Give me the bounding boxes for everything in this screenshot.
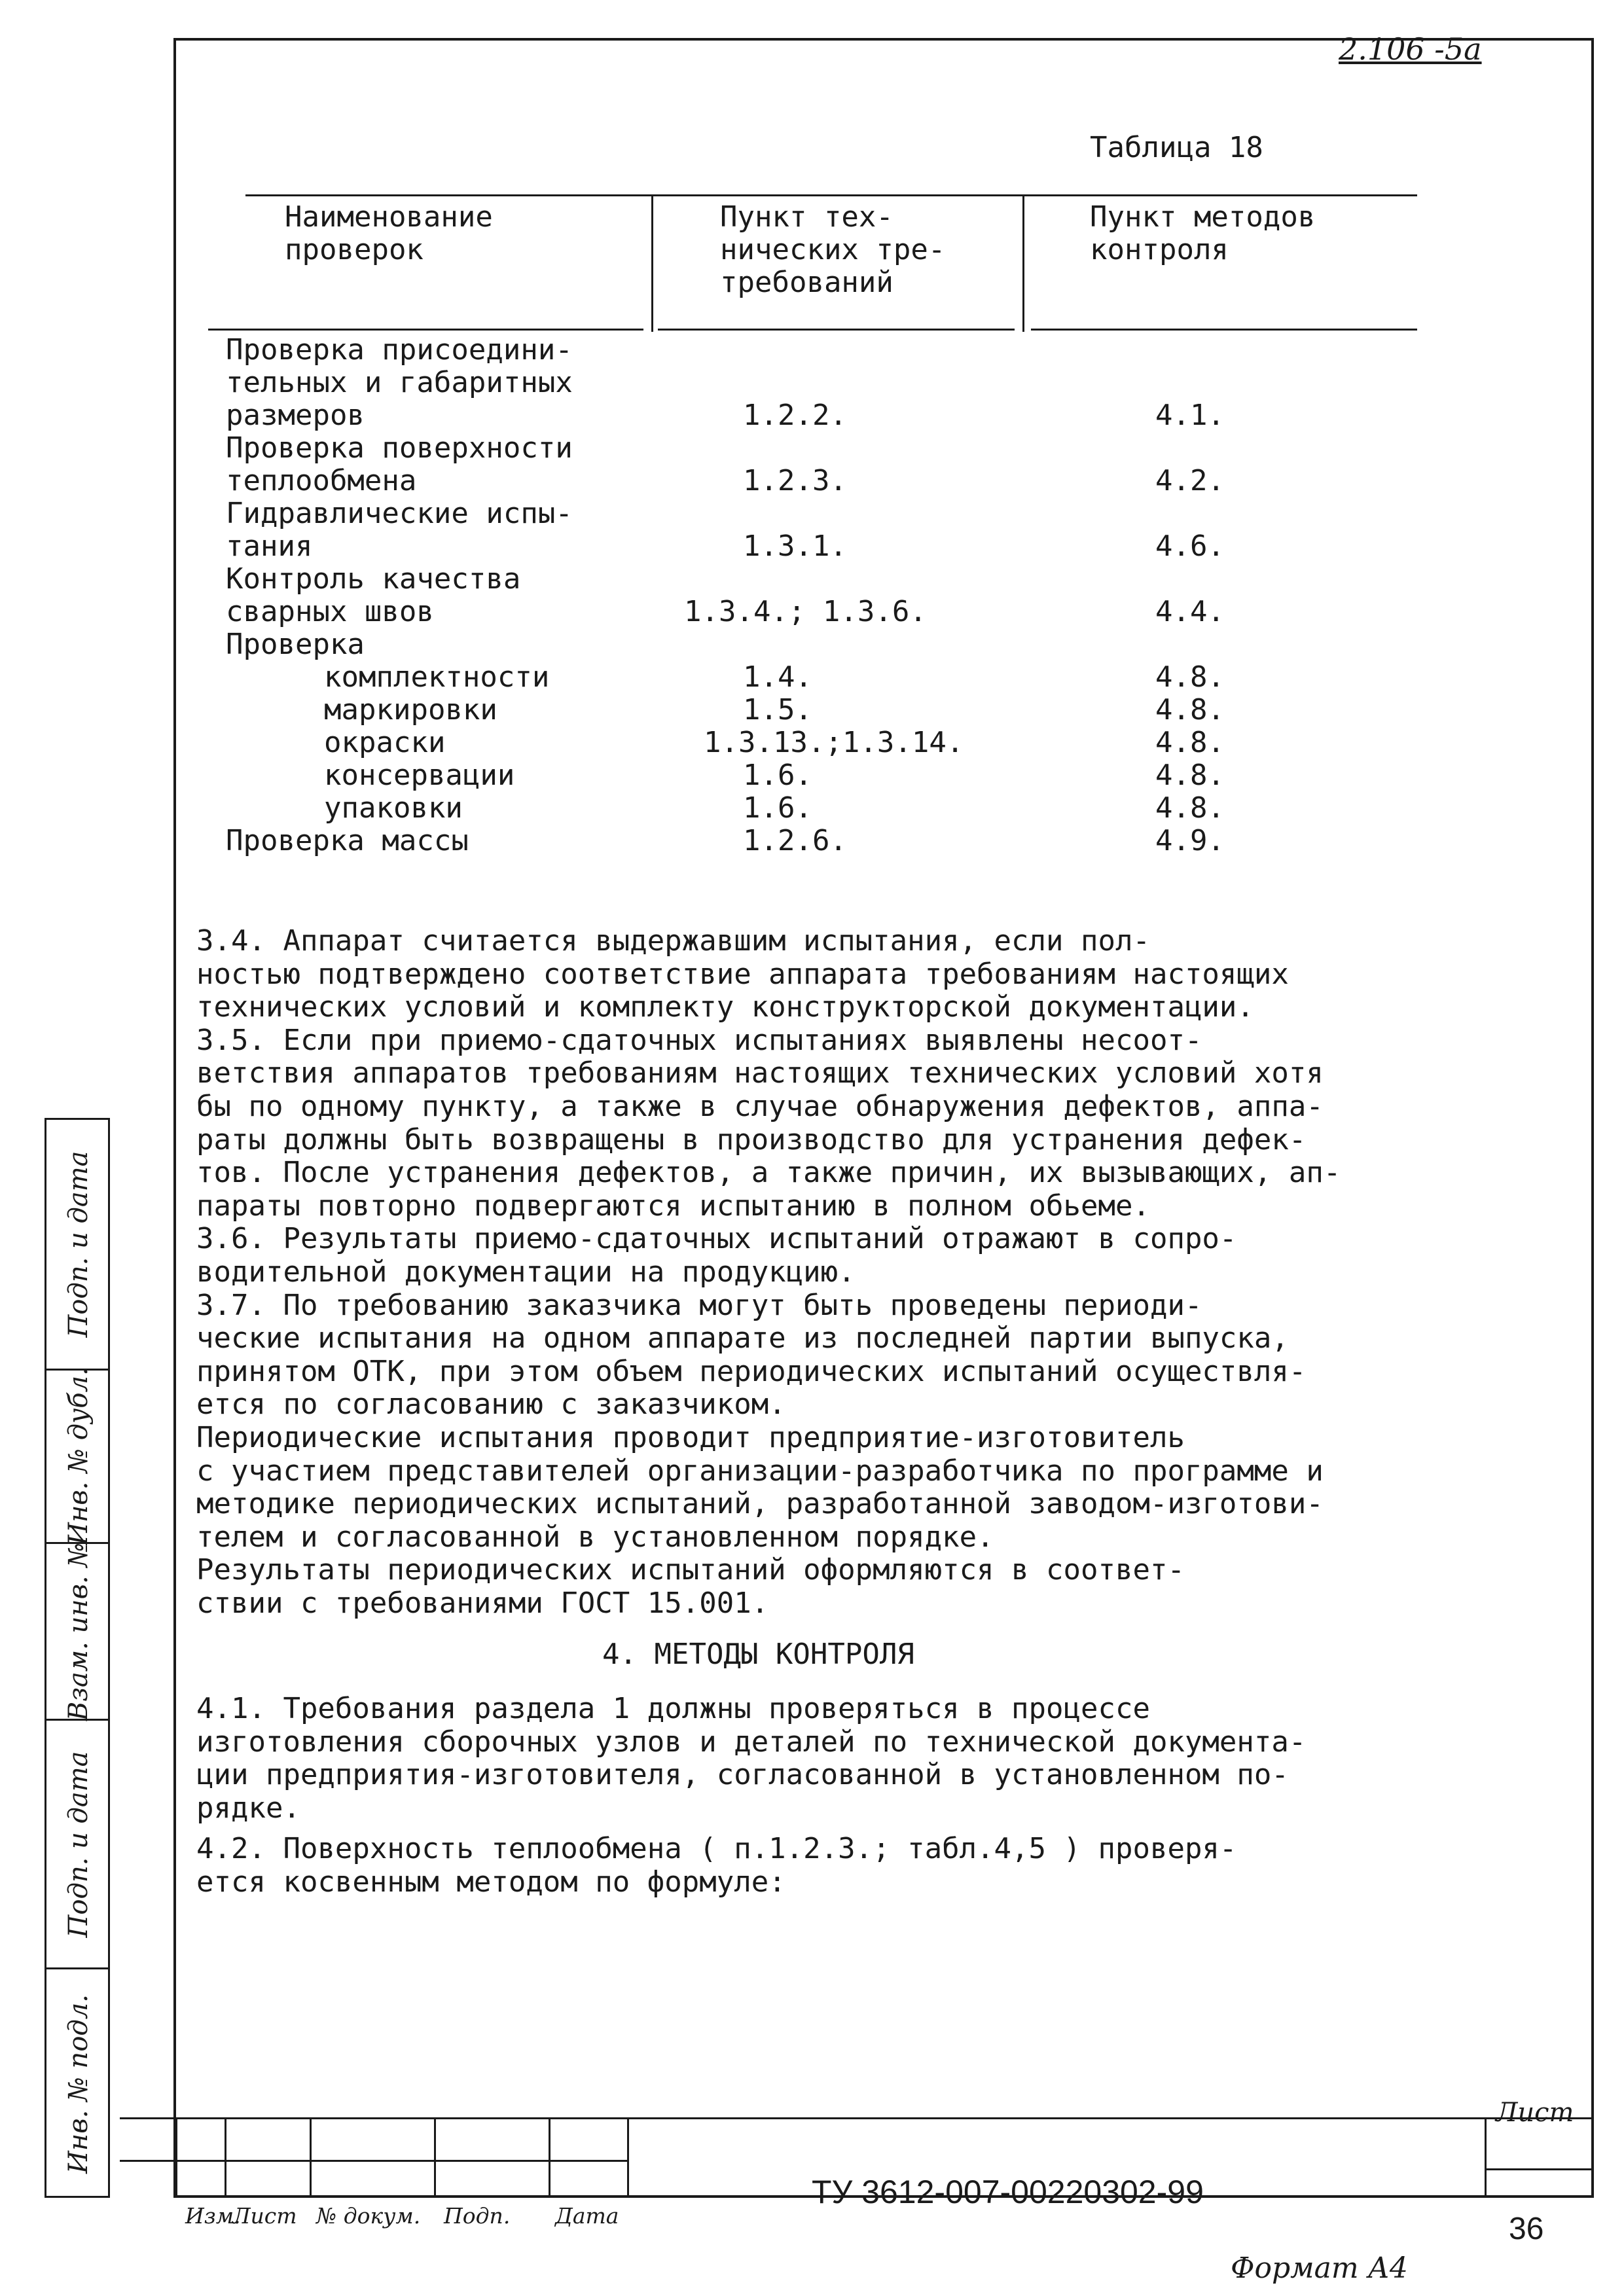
stamp-divider (225, 2119, 226, 2198)
side-cell (46, 1719, 110, 1967)
row-method: 4.8. (1155, 726, 1225, 759)
side-label: Инв. № подл. (63, 1994, 94, 2174)
row-check-name: консервации (324, 759, 515, 792)
row-check-name: упаковки (324, 791, 463, 825)
stamp-label-change: Изм. (185, 2203, 241, 2229)
paragraph-4-2: 4.2. Поверхность теплообмена ( п.1.2.3.; табл.4,5 ) проверя- ется косвенным методом по формуле: (196, 1832, 1237, 1899)
row-requirement: 1.3.1. (743, 529, 847, 563)
header-method-clause: Пункт методов контроля (1090, 200, 1316, 266)
table-top-rule (245, 194, 1417, 196)
row-method: 4.9. (1155, 824, 1225, 857)
header-rule (658, 329, 1015, 331)
row-requirement: 1.2.3. (743, 464, 847, 497)
row-check-name: маркировки (324, 693, 497, 726)
side-label: Подп. и дата (63, 1751, 94, 1937)
row-requirement: 1.4. (743, 660, 812, 694)
stamp-divider (310, 2119, 312, 2198)
stamp-divider (175, 2119, 177, 2198)
row-requirement: 1.3.13.;1.3.14. (704, 726, 964, 759)
table-divider (1022, 194, 1024, 332)
row-check-name: комплектности (324, 660, 550, 694)
row-method: 4.8. (1155, 759, 1225, 792)
header-rule (208, 329, 643, 331)
stamp-label-sheet: Лист (232, 2203, 297, 2229)
paragraph-4-1: 4.1. Требования раздела 1 должны проверяться в процессе изготовления сборочных узлов и деталей по технической документа- ции предприятия-изготовителя, согласованной в установленном по- рядке. (196, 1692, 1307, 1825)
row-check-name: Контроль качества сварных швов (226, 562, 521, 628)
row-requirement: 1.6. (743, 791, 812, 825)
header-check-name: Наименование проверок (285, 200, 493, 266)
paragraph-3-7: 3.7. По требованию заказчика могут быть проведены периоди- ческие испытания на одном аппарате из последней партии выпуска, принятом ОТК, при этом объем периодических испытаний осуществля- ется по согласованию с заказчиком. (196, 1288, 1307, 1422)
section-title: 4. МЕТОДЫ КОНТРОЛЯ (602, 1638, 914, 1672)
row-method: 4.8. (1155, 791, 1225, 825)
paragraph-3-4: 3.4. Аппарат считается выдержавшим испытания, если пол- ностью подтверждено соответствие аппарата требованиям настоящих технических условий и комплекту конструкторской документации. (196, 924, 1289, 1024)
stamp-divider (1485, 2119, 1487, 2198)
side-label: Инв. № дубл. (63, 1367, 94, 1545)
header-rule (1031, 329, 1417, 331)
paragraph-3-6: 3.6. Результаты приемо-сдаточных испытаний отражают в сопро- водительной документации на продукцию. (196, 1222, 1237, 1289)
side-cell (46, 1542, 110, 1719)
row-method: 4.2. (1155, 464, 1225, 497)
paragraph-periodic-tests: Периодические испытания проводит предприятие-изготовитель с участием представителей организации-разработчика по программе и методике периодических испытаний, разработанной заводом-изготови- телем и согласованной в установленном порядке. (196, 1420, 1324, 1554)
row-requirement: 1.2.6. (743, 824, 847, 857)
stamp-rule (1485, 2168, 1594, 2170)
row-requirement: 1.5. (743, 693, 812, 726)
row-check-name: Проверка массы (226, 824, 469, 857)
row-method: 4.4. (1155, 595, 1225, 628)
paragraph-periodic-results: Результаты периодических испытаний оформляются в соответ- ствии с требованиями ГОСТ 15.001. (196, 1553, 1185, 1620)
table-divider (651, 194, 653, 332)
row-check-name: Гидравлические испы- тания (226, 497, 573, 563)
row-requirement: 1.6. (743, 759, 812, 792)
row-method: 4.8. (1155, 693, 1225, 726)
row-method: 4.6. (1155, 529, 1225, 563)
document-code: ТУ 3612-007-00220302-99 (812, 2174, 1204, 2210)
row-check-name: Проверка присоедини- тельных и габаритных размеров (226, 333, 573, 432)
sheet-label: Лист (1496, 2098, 1574, 2128)
sheet-number: 36 (1509, 2212, 1544, 2246)
table-title: Таблица 18 (1090, 131, 1263, 164)
handwritten-doc-code: 2.106 -5a (1339, 31, 1482, 67)
stamp-rule (120, 2160, 627, 2162)
row-check-name: Проверка поверхности теплообмена (226, 431, 573, 497)
side-label: Подп. и дата (63, 1151, 94, 1338)
stamp-label-document: № докум. (316, 2203, 421, 2229)
paragraph-3-5: 3.5. Если при приемо-сдаточных испытаниях выявлены несоот- ветствия аппаратов требованиям настоящих технических условий хотя бы по одному пункту, а также в случае обнаружения дефектов, аппа- раты должны быть возвращены в производство для устранения дефек- тов. После устранения дефектов, а также причин, их вызывающих, ап- параты повторно подвергаются испытанию в полном обьеме. (196, 1023, 1341, 1223)
row-method: 4.8. (1155, 660, 1225, 694)
row-requirement: 1.3.4.; 1.3.6. (684, 595, 927, 628)
side-label: Взам. инв. № (63, 1542, 94, 1721)
header-requirement-clause: Пункт тех- нических тре- требований (720, 200, 946, 299)
side-stamp-column (45, 1118, 110, 2198)
row-method: 4.1. (1155, 399, 1225, 432)
side-cell (46, 1120, 110, 1369)
format-label: Формат А4 (1231, 2251, 1408, 2285)
side-cell (46, 1967, 110, 2198)
stamp-divider (549, 2119, 550, 2198)
row-requirement: 1.2.2. (743, 399, 847, 432)
stamp-label-date: Дата (555, 2203, 619, 2229)
row-check-name: Проверка (226, 628, 365, 661)
stamp-label-signature: Подп. (444, 2203, 511, 2229)
body-text (196, 925, 1564, 1899)
side-cell (46, 1367, 110, 1545)
stamp-divider (627, 2119, 629, 2198)
row-check-name: окраски (324, 726, 446, 759)
stamp-divider (434, 2119, 436, 2198)
